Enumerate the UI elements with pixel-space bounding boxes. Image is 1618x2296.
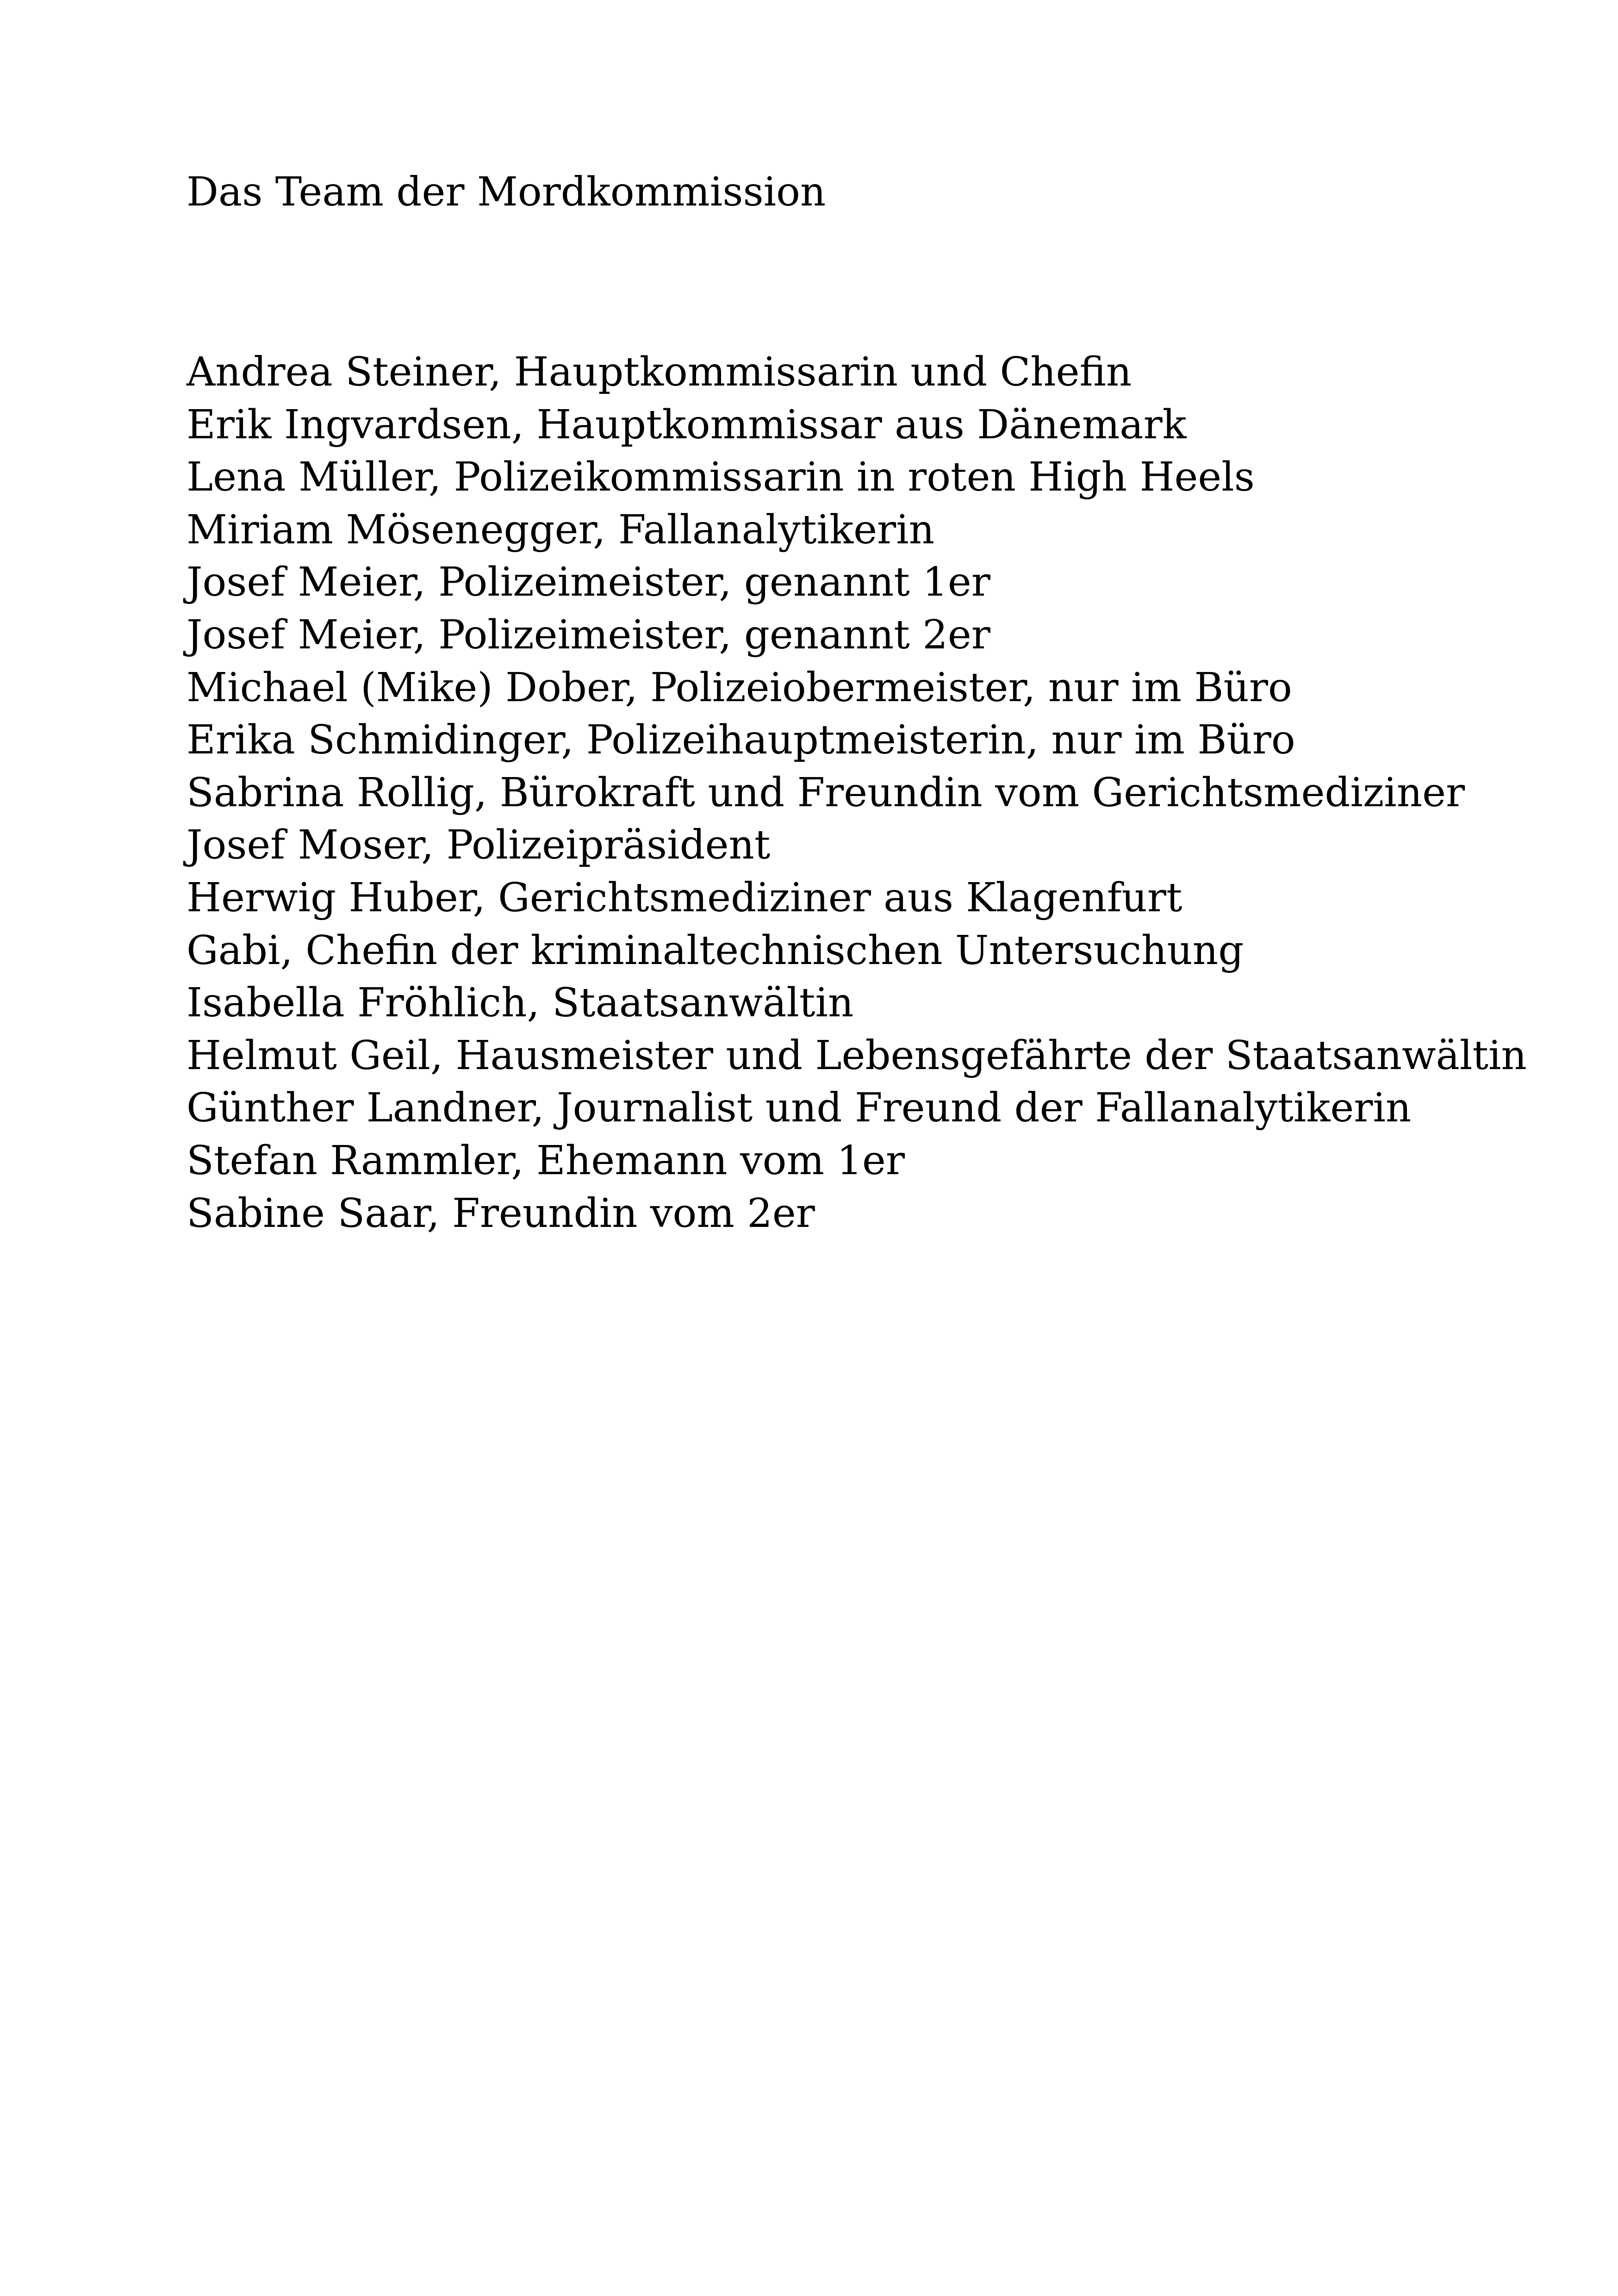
document-title: Das Team der Mordkommission	[187, 169, 826, 215]
list-item: Lena Müller, Polizeikommissarin in roten High Heels	[187, 454, 1255, 501]
list-item: Gabi, Chefin der kriminaltechnischen Untersuchung	[187, 927, 1244, 974]
list-item: Herwig Huber, Gerichtsmediziner aus Klagenfurt	[187, 874, 1182, 921]
list-item: Sabrina Rollig, Bürokraft und Freundin vom Gerichtsmediziner	[187, 769, 1465, 816]
list-item: Erika Schmidinger, Polizeihauptmeisterin, nur im Büro	[187, 717, 1295, 764]
team-member-list	[187, 346, 1527, 1240]
list-item: Günther Landner, Journalist und Freund der Fallanalytikerin	[187, 1085, 1412, 1132]
list-item: Josef Moser, Polizeipräsident	[187, 822, 771, 869]
list-item: Isabella Fröhlich, Staatsanwältin	[187, 980, 854, 1027]
list-item: Helmut Geil, Hausmeister und Lebensgefährte der Staatsanwältin	[187, 1032, 1527, 1079]
list-item: Stefan Rammler, Ehemann vom 1er	[187, 1137, 905, 1184]
list-item: Andrea Steiner, Hauptkommissarin und Chefin	[187, 349, 1132, 395]
list-item: Miriam Mösenegger, Fallanalytikerin	[187, 506, 935, 553]
list-item: Michael (Mike) Dober, Polizeiobermeister, nur im Büro	[187, 664, 1292, 711]
list-item: Josef Meier, Polizeimeister, genannt 1er	[187, 559, 990, 606]
list-item: Sabine Saar, Freundin vom 2er	[187, 1190, 815, 1237]
list-item: Josef Meier, Polizeimeister, genannt 2er	[187, 611, 990, 658]
list-item: Erik Ingvardsen, Hauptkommissar aus Dänemark	[187, 401, 1187, 448]
